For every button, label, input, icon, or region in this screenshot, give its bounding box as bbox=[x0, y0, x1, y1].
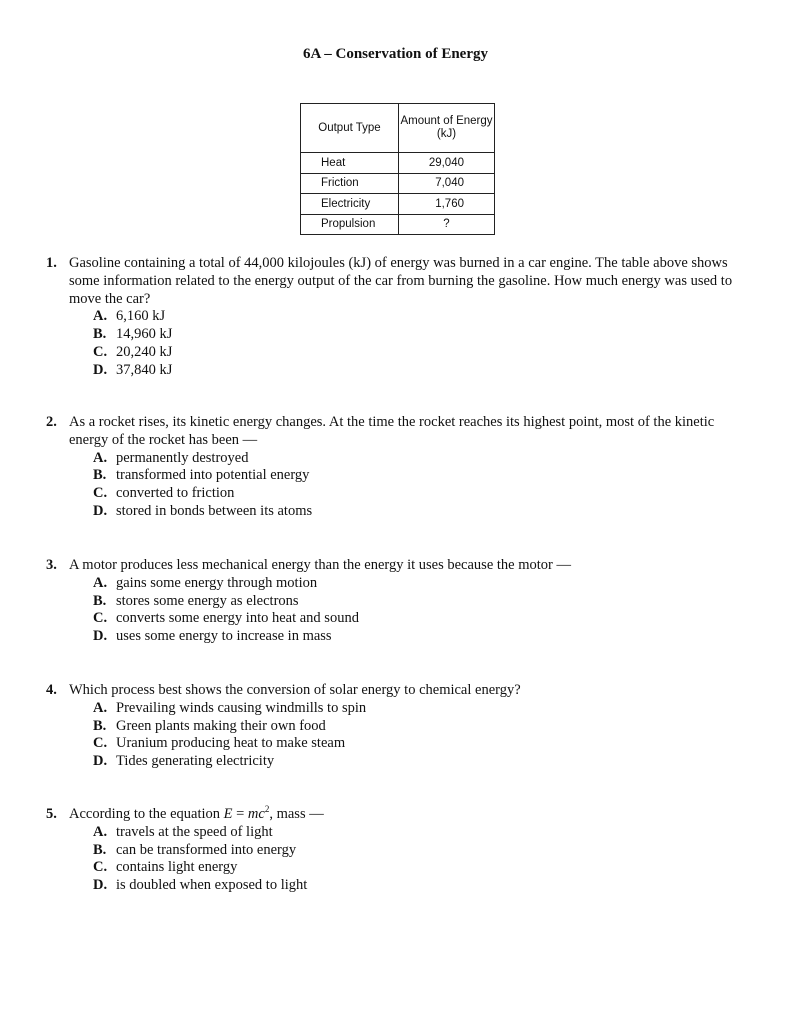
answer-option[interactable] bbox=[93, 575, 746, 593]
question-5 bbox=[46, 806, 746, 895]
option-letter: D. bbox=[93, 502, 108, 519]
option-letter: A. bbox=[93, 699, 108, 716]
option-letter: A. bbox=[93, 449, 108, 466]
table-cell-amount: 1,760 bbox=[399, 194, 495, 215]
equation-exponent: 2 bbox=[264, 804, 270, 814]
option-letter: C. bbox=[93, 859, 108, 876]
option-text: permanently destroyed bbox=[116, 449, 249, 466]
option-letter: C. bbox=[93, 610, 108, 627]
table-row bbox=[301, 214, 495, 235]
answer-option[interactable] bbox=[93, 308, 746, 326]
option-text: travels at the speed of light bbox=[116, 823, 273, 840]
answer-option[interactable] bbox=[93, 593, 746, 611]
option-text: transformed into potential energy bbox=[116, 467, 310, 484]
option-text: stores some energy as electrons bbox=[116, 592, 299, 609]
question-4 bbox=[46, 682, 746, 771]
option-letter: C. bbox=[93, 735, 108, 752]
option-text: converts some energy into heat and sound bbox=[116, 610, 359, 627]
answer-option[interactable] bbox=[93, 344, 746, 362]
question-text bbox=[69, 806, 746, 824]
option-text: Uranium producing heat to make steam bbox=[116, 735, 346, 752]
option-text: Tides generating electricity bbox=[116, 753, 275, 770]
question-3 bbox=[46, 557, 746, 646]
option-text: uses some energy to increase in mass bbox=[116, 628, 332, 645]
answer-option[interactable] bbox=[93, 503, 746, 521]
answer-option[interactable] bbox=[93, 362, 746, 380]
answer-option[interactable] bbox=[93, 450, 746, 468]
equation-lhs: E bbox=[223, 806, 233, 822]
question-text-after: , mass — bbox=[269, 806, 324, 822]
option-text: 6,160 kJ bbox=[116, 308, 166, 325]
question-text: As a rocket rises, its kinetic energy changes. At the time the rocket reaches its highest point, most of the kinetic energy of the rocket has been — bbox=[69, 414, 715, 448]
answer-options bbox=[93, 450, 746, 521]
question-1 bbox=[46, 255, 746, 380]
option-letter: A. bbox=[93, 823, 108, 840]
question-text: Which process best shows the conversion of solar energy to chemical energy? bbox=[69, 682, 521, 698]
answer-option[interactable] bbox=[93, 467, 746, 485]
answer-option[interactable] bbox=[93, 485, 746, 503]
option-letter: A. bbox=[93, 308, 108, 325]
answer-option[interactable] bbox=[93, 824, 746, 842]
answer-option[interactable] bbox=[93, 735, 746, 753]
table-row bbox=[301, 153, 495, 174]
option-letter: B. bbox=[93, 717, 107, 734]
question-text: Gasoline containing a total of 44,000 kilojoules (kJ) of energy was burned in a car engine. The table above shows some information related to the energy output of the car from burning the gasoline. How much energy was used to move the car? bbox=[69, 255, 733, 307]
option-letter: C. bbox=[93, 485, 108, 502]
option-text: gains some energy through motion bbox=[116, 574, 318, 591]
option-letter: D. bbox=[93, 628, 108, 645]
table-cell-type: Heat bbox=[301, 153, 399, 174]
option-text: stored in bonds between its atoms bbox=[116, 502, 313, 519]
option-text: 37,840 kJ bbox=[116, 361, 173, 378]
answer-options bbox=[93, 308, 746, 379]
equation-operator: = bbox=[232, 806, 248, 822]
answer-option[interactable] bbox=[93, 753, 746, 771]
option-letter: D. bbox=[93, 877, 108, 894]
question-number: 3. bbox=[46, 557, 57, 573]
option-letter: B. bbox=[93, 841, 107, 858]
option-text: is doubled when exposed to light bbox=[116, 877, 308, 894]
page-title: 6A – Conservation of Energy bbox=[303, 46, 488, 62]
answer-options bbox=[93, 575, 746, 646]
table-row bbox=[301, 173, 495, 194]
option-letter: D. bbox=[93, 753, 108, 770]
answer-option[interactable] bbox=[93, 859, 746, 877]
answer-option[interactable] bbox=[93, 718, 746, 736]
table-cell-amount: 7,040 bbox=[399, 173, 495, 194]
option-letter: C. bbox=[93, 343, 108, 360]
question-2 bbox=[46, 414, 746, 521]
table-row bbox=[301, 194, 495, 215]
answer-option[interactable] bbox=[93, 700, 746, 718]
table-cell-amount: ? bbox=[399, 214, 495, 235]
table-cell-type: Propulsion bbox=[301, 214, 399, 235]
option-text: 20,240 kJ bbox=[116, 343, 173, 360]
option-letter: D. bbox=[93, 361, 108, 378]
question-number: 4. bbox=[46, 682, 57, 698]
table-cell-type: Friction bbox=[301, 173, 399, 194]
question-number: 1. bbox=[46, 255, 57, 271]
option-text: converted to friction bbox=[116, 485, 235, 502]
column-header: Amount of Energy (kJ) bbox=[399, 104, 495, 153]
option-letter: B. bbox=[93, 467, 107, 484]
answer-option[interactable] bbox=[93, 326, 746, 344]
option-text: Prevailing winds causing windmills to spin bbox=[116, 699, 367, 716]
option-letter: B. bbox=[93, 326, 107, 343]
table-header-row bbox=[301, 104, 495, 153]
option-text: can be transformed into energy bbox=[116, 841, 297, 858]
equation-rhs: mc bbox=[247, 806, 265, 822]
answer-option[interactable] bbox=[93, 610, 746, 628]
table-cell-amount: 29,040 bbox=[399, 153, 495, 174]
option-text: Green plants making their own food bbox=[116, 717, 326, 734]
answer-option[interactable] bbox=[93, 842, 746, 860]
question-number: 5. bbox=[46, 806, 57, 822]
answer-options bbox=[93, 824, 746, 895]
question-text-before: According to the equation bbox=[69, 806, 224, 822]
table-cell-type: Electricity bbox=[301, 194, 399, 215]
option-text: 14,960 kJ bbox=[116, 326, 173, 343]
option-text: contains light energy bbox=[116, 859, 238, 876]
answer-options bbox=[93, 700, 746, 771]
column-header: Output Type bbox=[301, 104, 399, 153]
answer-option[interactable] bbox=[93, 877, 746, 895]
energy-output-table bbox=[300, 103, 495, 235]
option-letter: A. bbox=[93, 574, 108, 591]
question-text: A motor produces less mechanical energy than the energy it uses because the motor — bbox=[69, 557, 571, 573]
answer-option[interactable] bbox=[93, 628, 746, 646]
question-number: 2. bbox=[46, 414, 57, 430]
option-letter: B. bbox=[93, 592, 107, 609]
